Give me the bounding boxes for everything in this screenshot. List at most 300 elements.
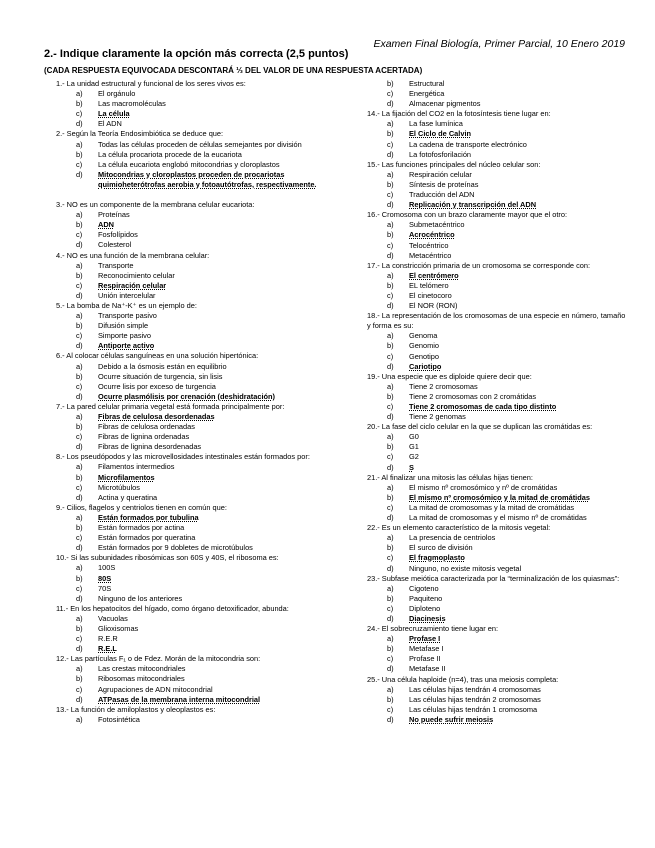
option-text: Estructural bbox=[409, 79, 445, 88]
option-letter: a) bbox=[387, 583, 394, 593]
answer-option bbox=[56, 483, 326, 493]
option-text: Tiene 2 cromosomas de cada tipo distinto bbox=[409, 402, 557, 411]
answer-option bbox=[367, 654, 629, 664]
answer-option bbox=[56, 150, 326, 160]
option-letter: d) bbox=[387, 200, 394, 210]
option-letter: d) bbox=[76, 694, 83, 704]
option-text: Metafase II bbox=[409, 664, 446, 674]
option-letter: d) bbox=[76, 442, 83, 452]
answer-option bbox=[367, 533, 629, 543]
option-letter: b) bbox=[387, 179, 394, 189]
answer-option bbox=[367, 281, 629, 291]
exam-header: Examen Final Biología, Primer Parcial, 10 Enero 2019 bbox=[373, 38, 625, 50]
answer-option bbox=[56, 543, 326, 553]
option-letter: c) bbox=[76, 684, 83, 694]
question-stem: 7.- La pared celular primaria vegetal está formada principalmente por: bbox=[56, 401, 285, 411]
option-text: Actina y queratina bbox=[98, 492, 158, 502]
option-text: Respiración celular bbox=[98, 280, 167, 290]
answer-option bbox=[56, 89, 326, 99]
answer-option-correct bbox=[367, 614, 629, 624]
option-letter: a) bbox=[387, 684, 394, 694]
question-item bbox=[367, 311, 629, 372]
option-text: El mismo nº cromosómico y nº de cromátidas bbox=[409, 482, 558, 492]
answer-option bbox=[367, 180, 629, 190]
option-text: La célula eucariota englobó mitocondrias y cloroplastos bbox=[98, 159, 280, 169]
question-stem: 17.- La constricción primaria de un cromosoma se corresponde con: bbox=[367, 260, 591, 270]
option-letter: d) bbox=[387, 462, 394, 472]
option-letter: a) bbox=[76, 210, 83, 220]
answer-option bbox=[56, 533, 326, 543]
answer-option bbox=[367, 341, 629, 351]
question-stem: 8.- Los pseudópodos y las microvellosidades intestinales están formados por: bbox=[56, 452, 310, 462]
answer-option bbox=[56, 382, 326, 392]
question-item bbox=[56, 654, 326, 704]
answer-option-correct bbox=[56, 341, 326, 351]
answer-option bbox=[56, 674, 326, 684]
option-text: El centrómero bbox=[409, 270, 459, 280]
option-letter: b) bbox=[387, 543, 394, 553]
option-letter: b) bbox=[387, 442, 394, 452]
option-letter: b) bbox=[76, 623, 83, 633]
answer-option bbox=[56, 271, 326, 281]
option-text: Están formados por tubulina bbox=[98, 512, 199, 522]
option-letter: d) bbox=[76, 341, 83, 351]
option-letter: a) bbox=[76, 89, 83, 99]
answer-option bbox=[367, 685, 629, 695]
option-text: G2 bbox=[409, 452, 419, 462]
option-text: La presencia de centriolos bbox=[409, 533, 496, 543]
option-text: Debido a la ósmosis están en equilibrio bbox=[98, 361, 227, 371]
answer-option bbox=[367, 503, 629, 513]
option-letter: c) bbox=[76, 482, 83, 492]
option-text: R.E.R bbox=[98, 634, 118, 644]
option-letter: b) bbox=[76, 674, 83, 684]
answer-option bbox=[367, 241, 629, 251]
answer-option bbox=[367, 301, 629, 311]
option-text: Paquiteno bbox=[409, 593, 443, 603]
option-letter: c) bbox=[387, 190, 394, 200]
question-stem: 23.- Subfase meiótica caracterizada por la “terminalización de los quiasmas”: bbox=[367, 573, 620, 583]
option-text: Almacenar pigmentos bbox=[409, 99, 481, 109]
option-text: Fibras de celulosa ordenadas bbox=[98, 422, 195, 432]
answer-option bbox=[56, 261, 326, 271]
answer-option bbox=[56, 624, 326, 634]
option-letter: b) bbox=[387, 280, 394, 290]
answer-option bbox=[367, 452, 629, 462]
option-text: Transporte bbox=[98, 260, 134, 270]
option-text: El NOR (RON) bbox=[409, 301, 458, 311]
option-letter: d) bbox=[387, 149, 394, 159]
option-letter: a) bbox=[76, 563, 83, 573]
answer-option bbox=[367, 664, 629, 674]
option-letter: d) bbox=[387, 250, 394, 260]
option-letter: d) bbox=[76, 593, 83, 603]
option-letter: a) bbox=[387, 331, 394, 341]
option-letter: a) bbox=[76, 462, 83, 472]
option-text: Ninguno, no existe mitosis vegetal bbox=[409, 563, 522, 573]
option-text: Reconocimiento celular bbox=[98, 270, 175, 280]
option-text: Genoma bbox=[409, 331, 438, 341]
option-letter: a) bbox=[387, 220, 394, 230]
answer-option-correct bbox=[367, 230, 629, 240]
option-text: El mismo nº cromosómico y la mitad de cromátidas bbox=[409, 492, 590, 502]
answer-option-correct bbox=[56, 170, 326, 190]
question-item bbox=[56, 251, 326, 301]
option-text: No puede sufrir meiosis bbox=[409, 714, 494, 724]
option-letter: d) bbox=[76, 492, 83, 502]
option-text: El ADN bbox=[98, 119, 122, 129]
question-item bbox=[56, 301, 326, 351]
option-text: Las macromoléculas bbox=[98, 99, 166, 109]
option-text: Microtúbulos bbox=[98, 482, 140, 492]
option-letter: c) bbox=[387, 452, 394, 462]
option-text: Las crestas mitocondriales bbox=[98, 664, 186, 674]
option-text: G0 bbox=[409, 432, 419, 442]
question-stem: 22.- Es un elemento característico de la mitosis vegetal: bbox=[367, 523, 551, 533]
option-text: Genotipo bbox=[409, 351, 439, 361]
option-text: Están formados por 9 dobletes de microtúbulos bbox=[98, 543, 253, 553]
option-letter: d) bbox=[387, 513, 394, 523]
answer-option bbox=[367, 564, 629, 574]
question-stem: 3.- NO es un componente de la membrana celular eucariota: bbox=[56, 200, 255, 210]
answer-option bbox=[56, 664, 326, 674]
answer-option-correct bbox=[56, 513, 326, 523]
option-letter: a) bbox=[387, 169, 394, 179]
question-stem: 24.- El sobrecruzamiento tiene lugar en: bbox=[367, 624, 499, 634]
option-text: Fosfolípidos bbox=[98, 230, 138, 240]
option-text: Transporte pasivo bbox=[98, 311, 157, 321]
option-text: Fibras de celulosa desordenadas bbox=[98, 412, 215, 421]
option-letter: b) bbox=[387, 391, 394, 401]
question-stem: 9.- Cilios, flagelos y centriolos tienen en común que: bbox=[56, 502, 227, 512]
answer-option-correct bbox=[56, 644, 326, 654]
option-letter: b) bbox=[76, 321, 83, 331]
option-text: Respiración celular bbox=[409, 169, 472, 179]
option-text: El cinetocoro bbox=[409, 290, 452, 300]
section-note: (CADA RESPUESTA EQUIVOCADA DESCONTARÁ ⅓ DEL VALOR DE UNA RESPUESTA ACERTADA) bbox=[44, 66, 423, 75]
answer-option bbox=[56, 140, 326, 150]
option-letter: c) bbox=[76, 280, 83, 290]
question-stem: 25.- Una célula haploide (n=4), tras una meiosis completa: bbox=[367, 674, 559, 684]
option-letter: a) bbox=[76, 139, 83, 149]
option-text: Genomio bbox=[409, 341, 439, 351]
answer-option bbox=[367, 190, 629, 200]
answer-option bbox=[56, 715, 326, 725]
option-text: Ocurre plasmólisis por crenación (deshidratación) bbox=[98, 391, 276, 401]
option-letter: a) bbox=[387, 533, 394, 543]
option-letter: c) bbox=[76, 583, 83, 593]
question-item bbox=[367, 261, 629, 311]
answer-option bbox=[367, 412, 629, 422]
question-stem: 5.- La bomba de Na⁺-K⁺ es un ejemplo de: bbox=[56, 300, 197, 310]
answer-option bbox=[56, 422, 326, 432]
question-stem: 16.- Cromosoma con un brazo claramente mayor que el otro: bbox=[367, 210, 568, 220]
answer-option-correct bbox=[56, 109, 326, 119]
option-letter: a) bbox=[387, 634, 394, 644]
option-letter: b) bbox=[76, 371, 83, 381]
answer-option bbox=[56, 685, 326, 695]
option-letter: d) bbox=[76, 543, 83, 553]
option-text: Microfilamentos bbox=[98, 472, 155, 482]
option-text: Energética bbox=[409, 89, 445, 99]
option-letter: b) bbox=[76, 99, 83, 109]
option-text: Telocéntrico bbox=[409, 240, 449, 250]
question-item bbox=[56, 351, 326, 401]
option-letter: c) bbox=[387, 240, 394, 250]
answer-option bbox=[367, 594, 629, 604]
question-stem: 11.- En los hepatocitos del hígado, como órgano detoxificador, abunda: bbox=[56, 603, 289, 613]
option-letter: c) bbox=[76, 533, 83, 543]
question-item bbox=[367, 109, 629, 159]
answer-option bbox=[56, 119, 326, 129]
answer-option bbox=[367, 432, 629, 442]
answer-option bbox=[56, 230, 326, 240]
option-letter: a) bbox=[76, 613, 83, 623]
answer-option bbox=[56, 462, 326, 472]
question-stem: 13.- La función de amiloplastos y oleoplastos es: bbox=[56, 704, 216, 714]
option-letter: a) bbox=[76, 260, 83, 270]
option-text: El surco de división bbox=[409, 543, 473, 553]
answer-option-correct bbox=[56, 412, 326, 422]
answer-option bbox=[56, 523, 326, 533]
option-text: 100S bbox=[98, 563, 116, 573]
answer-option-correct bbox=[56, 281, 326, 291]
answer-option bbox=[367, 604, 629, 614]
answer-option bbox=[367, 150, 629, 160]
question-item bbox=[56, 129, 326, 190]
answer-option bbox=[367, 79, 629, 89]
answer-option bbox=[56, 311, 326, 321]
question-item bbox=[56, 79, 326, 129]
question-stem: 15.- Las funciones principales del núcleo celular son: bbox=[367, 159, 541, 169]
option-text: Cariotipo bbox=[409, 361, 442, 371]
option-text: Fotosintética bbox=[98, 714, 140, 724]
left-column bbox=[56, 79, 326, 725]
option-text: Ocurre lisis por exceso de turgencia bbox=[98, 381, 216, 391]
option-letter: d) bbox=[387, 301, 394, 311]
answer-option-correct bbox=[367, 634, 629, 644]
option-text: Traducción del ADN bbox=[409, 190, 475, 200]
option-text: ADN bbox=[98, 220, 115, 230]
question-item bbox=[56, 553, 326, 603]
option-letter: c) bbox=[387, 654, 394, 664]
option-text: El fragmoplasto bbox=[409, 553, 465, 563]
option-text: Proteínas bbox=[98, 210, 130, 220]
option-letter: d) bbox=[387, 664, 394, 674]
option-letter: a) bbox=[387, 119, 394, 129]
option-text: La mitad de cromosomas y el mismo nº de cromátidas bbox=[409, 513, 587, 523]
question-stem: 12.- Las partículas F₁ o de Fdez. Morán de la mitocondria son: bbox=[56, 654, 261, 664]
question-item bbox=[367, 422, 629, 472]
question-item bbox=[56, 452, 326, 502]
option-text: La mitad de cromosomas y la mitad de cromátidas bbox=[409, 502, 575, 512]
answer-option-correct bbox=[367, 200, 629, 210]
answer-option bbox=[367, 251, 629, 261]
question-stem: 21.- Al finalizar una mitosis las células hijas tienen: bbox=[367, 472, 533, 482]
option-text: Antiporte activo bbox=[98, 341, 155, 351]
option-letter: d) bbox=[76, 169, 83, 179]
question-item bbox=[56, 705, 326, 725]
answer-option bbox=[367, 89, 629, 99]
option-text: Están formados por actina bbox=[98, 523, 185, 533]
option-text: Tiene 2 genomas bbox=[409, 412, 466, 422]
answer-option-correct bbox=[56, 473, 326, 483]
option-letter: d) bbox=[76, 644, 83, 654]
answer-option bbox=[56, 584, 326, 594]
question-item bbox=[56, 604, 326, 654]
option-letter: a) bbox=[76, 512, 83, 522]
option-letter: b) bbox=[387, 644, 394, 654]
question-item bbox=[367, 160, 629, 210]
option-text: Profase II bbox=[409, 654, 441, 664]
answer-option bbox=[367, 644, 629, 654]
question-item bbox=[367, 372, 629, 422]
answer-option bbox=[367, 382, 629, 392]
option-text: R.E.L bbox=[98, 644, 117, 654]
option-letter: a) bbox=[387, 381, 394, 391]
option-letter: c) bbox=[387, 89, 394, 99]
option-letter: a) bbox=[387, 270, 394, 280]
question-stem: 1.- La unidad estructural y funcional de los seres vivos es: bbox=[56, 79, 246, 88]
right-column bbox=[367, 79, 629, 725]
answer-option bbox=[367, 291, 629, 301]
answer-option bbox=[367, 352, 629, 362]
option-text: Colesterol bbox=[98, 240, 132, 250]
answer-option-correct bbox=[367, 271, 629, 281]
option-text: Fibras de lignina desordenadas bbox=[98, 442, 202, 452]
option-letter: a) bbox=[76, 412, 83, 421]
option-text: Síntesis de proteínas bbox=[409, 179, 479, 189]
option-letter: d) bbox=[387, 361, 394, 371]
answer-option-correct bbox=[56, 574, 326, 584]
answer-option bbox=[56, 432, 326, 442]
answer-option bbox=[56, 372, 326, 382]
question-stem: 18.- La representación de los cromosomas de una especie en número, tamaño y forma es su: bbox=[367, 311, 626, 331]
option-letter: c) bbox=[387, 351, 394, 361]
option-text: 80S bbox=[98, 573, 112, 583]
option-text: Metafase I bbox=[409, 644, 444, 654]
option-text: Simporte pasivo bbox=[98, 331, 151, 341]
option-letter: d) bbox=[387, 99, 394, 109]
answer-option bbox=[367, 392, 629, 402]
option-letter: c) bbox=[76, 331, 83, 341]
option-letter: b) bbox=[387, 129, 394, 139]
option-text: Filamentos intermedios bbox=[98, 462, 175, 472]
option-text: 70S bbox=[98, 583, 112, 593]
option-letter: d) bbox=[387, 412, 394, 422]
answer-option bbox=[56, 594, 326, 604]
question-item bbox=[56, 402, 326, 452]
option-text: Profase I bbox=[409, 634, 441, 644]
answer-option bbox=[367, 483, 629, 493]
option-letter: b) bbox=[76, 149, 83, 159]
answer-option-correct bbox=[367, 493, 629, 503]
question-stem: 14.- La fijación del CO2 en la fotosíntesis tiene lugar en: bbox=[367, 109, 551, 119]
option-letter: c) bbox=[76, 230, 83, 240]
option-letter: b) bbox=[76, 422, 83, 432]
answer-option bbox=[367, 543, 629, 553]
option-text: El Ciclo de Calvin bbox=[409, 129, 472, 139]
option-text: La fotofosforilación bbox=[409, 149, 472, 159]
question-item bbox=[367, 473, 629, 523]
question-item bbox=[367, 624, 629, 674]
answer-option bbox=[367, 442, 629, 452]
answer-option-correct bbox=[367, 463, 629, 473]
question-stem: 6.- Al colocar células sanguíneas en una solución hipertónica: bbox=[56, 351, 259, 361]
option-letter: d) bbox=[76, 119, 83, 129]
option-letter: c) bbox=[76, 381, 83, 391]
answer-option bbox=[56, 563, 326, 573]
answer-option bbox=[56, 442, 326, 452]
option-letter: c) bbox=[76, 634, 83, 644]
option-letter: a) bbox=[76, 714, 83, 724]
option-letter: c) bbox=[387, 553, 394, 563]
option-letter: c) bbox=[387, 603, 394, 613]
option-letter: b) bbox=[387, 79, 394, 88]
option-letter: b) bbox=[387, 694, 394, 704]
option-letter: b) bbox=[76, 220, 83, 230]
option-letter: d) bbox=[76, 240, 83, 250]
option-letter: c) bbox=[387, 704, 394, 714]
section-title: 2.- Indique claramente la opción más correcta (2,5 puntos) bbox=[44, 48, 349, 60]
answer-option bbox=[56, 321, 326, 331]
answer-option bbox=[367, 119, 629, 129]
answer-option bbox=[56, 331, 326, 341]
option-text: Las células hijas tendrán 1 cromosoma bbox=[409, 704, 538, 714]
option-letter: a) bbox=[76, 361, 83, 371]
question-item bbox=[56, 200, 326, 250]
option-text: La célula bbox=[98, 109, 130, 119]
answer-option-correct bbox=[56, 392, 326, 402]
answer-option-correct bbox=[367, 715, 629, 725]
option-text: Están formados por queratina bbox=[98, 533, 196, 543]
question-13-continuation bbox=[367, 79, 629, 109]
option-text: Ribosomas mitocondriales bbox=[98, 674, 185, 684]
option-letter: d) bbox=[76, 391, 83, 401]
answer-option-correct bbox=[367, 553, 629, 563]
option-text: Replicación y transcripción del ADN bbox=[409, 200, 537, 210]
answer-option-correct bbox=[367, 362, 629, 372]
option-letter: b) bbox=[387, 341, 394, 351]
option-text: ATPasas de la membrana interna mitocondrial bbox=[98, 694, 261, 704]
option-text: Unión intercelular bbox=[98, 290, 156, 300]
option-text: Mitocondrias y cloroplastos proceden de procariotas quimioheterótrofas aerobia y fotoautótrofas, respectivamente. bbox=[98, 169, 317, 189]
option-text: Ninguno de los anteriores bbox=[98, 593, 183, 603]
option-letter: b) bbox=[76, 270, 83, 280]
option-text: Vacuolas bbox=[98, 613, 128, 623]
option-letter: a) bbox=[387, 482, 394, 492]
option-letter: c) bbox=[387, 139, 394, 149]
option-text: EL telómero bbox=[409, 280, 449, 290]
option-letter: c) bbox=[387, 290, 394, 300]
question-stem: 2.- Según la Teoría Endosimbiótica se deduce que: bbox=[56, 129, 224, 139]
option-letter: d) bbox=[387, 563, 394, 573]
answer-option-correct bbox=[367, 129, 629, 139]
question-item bbox=[367, 210, 629, 260]
option-text: La fase lumínica bbox=[409, 119, 463, 129]
answer-option bbox=[56, 240, 326, 250]
option-letter: b) bbox=[76, 573, 83, 583]
answer-option bbox=[56, 99, 326, 109]
option-letter: a) bbox=[76, 664, 83, 674]
option-text: Fibras de lignina ordenadas bbox=[98, 432, 190, 442]
answer-option bbox=[56, 291, 326, 301]
answer-option bbox=[56, 614, 326, 624]
option-text: Todas las células proceden de células semejantes por división bbox=[98, 139, 302, 149]
answer-option bbox=[367, 695, 629, 705]
option-text: Difusión simple bbox=[98, 321, 149, 331]
answer-option bbox=[56, 210, 326, 220]
